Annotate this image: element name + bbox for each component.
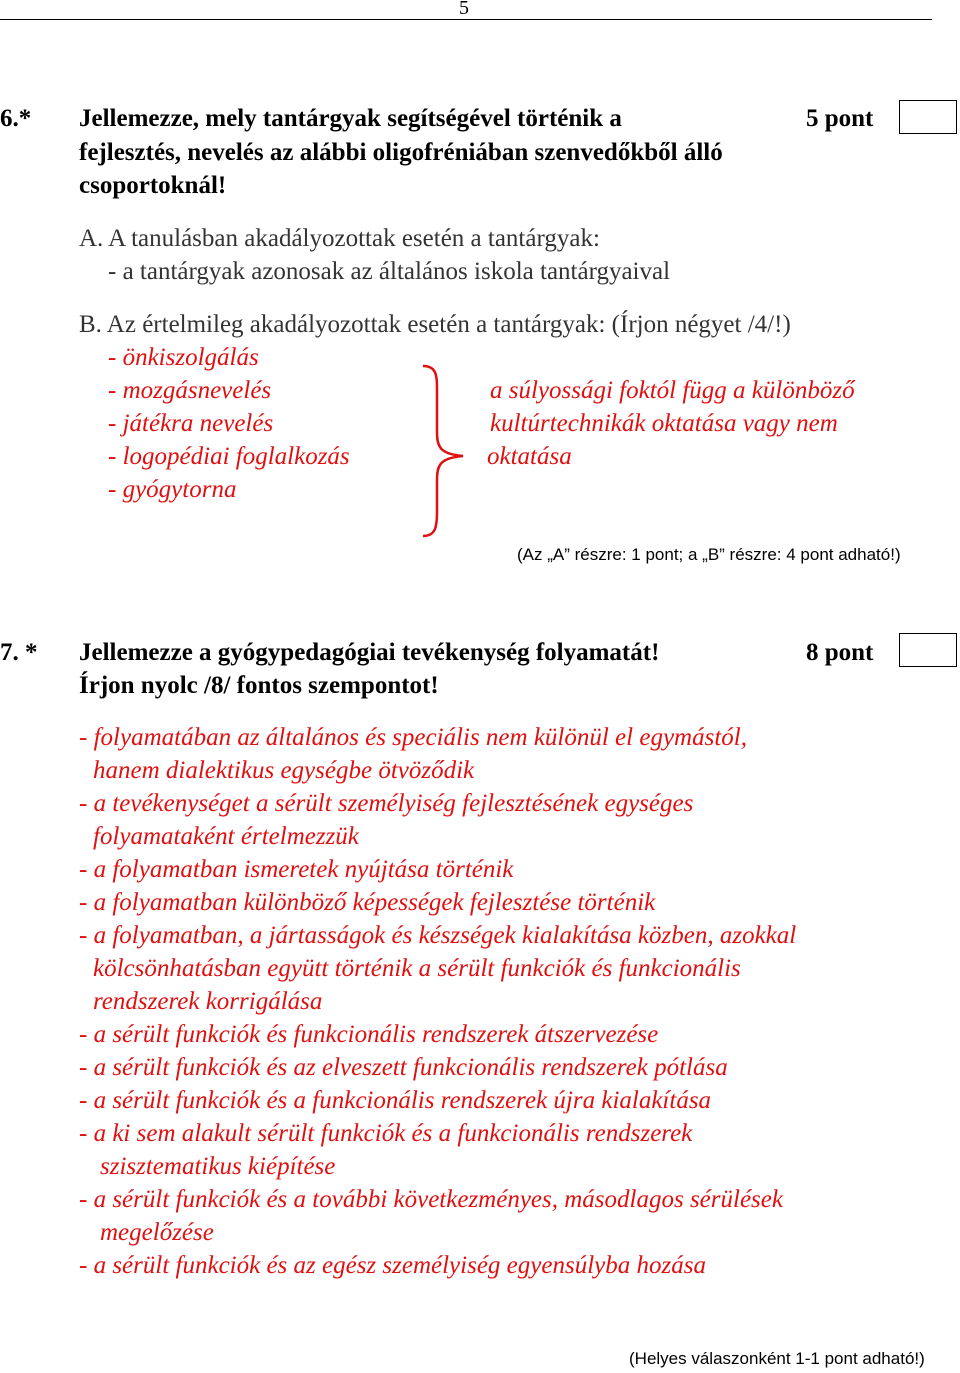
list-item: [79, 1084, 796, 1117]
answer-line: - a folyamatban ismeretek nyújtása történik: [79, 856, 514, 883]
answer-line: - a folyamatban különböző képességek fejlesztése történik: [79, 889, 656, 916]
list-item: [79, 919, 796, 1018]
q6-points: 5 pont: [806, 105, 874, 132]
list-item: [79, 1249, 796, 1282]
q6-b-comment: oktatása: [487, 443, 572, 470]
answer-line: kölcsönhatásban együtt történik a sérült funkciók és funkcionális: [93, 955, 741, 982]
list-item: [79, 787, 796, 853]
q6-b-item: - mozgásnevelés: [108, 377, 272, 404]
list-item: [79, 721, 796, 787]
q7-answer-list: [79, 721, 796, 1282]
q6-text-line1: Jellemezze, mely tantárgyak segítségével történik a: [79, 105, 622, 132]
q6-number: 6.*: [0, 105, 32, 132]
q6-b-item: - önkiszolgálás: [108, 344, 259, 371]
list-item: [79, 1051, 796, 1084]
q7-text-line2: Írjon nyolc /8/ fontos szempontot!: [79, 672, 439, 699]
q6-b-comment: a súlyossági foktól függ a különböző: [490, 377, 855, 404]
q7-score-box[interactable]: [899, 633, 957, 667]
answer-line: - a sérült funkciók és a funkcionális rendszerek újra kialakítása: [79, 1087, 712, 1114]
q6-text-line3: csoportoknál!: [79, 172, 227, 199]
list-item: [79, 886, 796, 919]
answer-line: rendszerek korrigálása: [93, 988, 323, 1015]
q7-points: 8 pont: [806, 639, 874, 666]
q7-text-line1: Jellemezze a gyógypedagógiai tevékenység folyamatát!: [79, 639, 660, 666]
list-item: [79, 1018, 796, 1051]
answer-line: - a sérült funkciók és a további következményes, másodlagos sérülések: [79, 1186, 783, 1213]
q6-b-item: - játékra nevelés: [108, 410, 274, 437]
q6-b-item: - logopédiai foglalkozás: [108, 443, 350, 470]
q6-scoring-note: (Az „A” részre: 1 pont; a „B” részre: 4 pont adható!): [517, 545, 901, 564]
page-number: 5: [459, 0, 469, 19]
answer-line: hanem dialektikus egységbe ötvöződik: [93, 757, 475, 784]
q6-a-answer: - a tantárgyak azonosak az általános iskola tantárgyaival: [108, 258, 671, 285]
answer-line: megelőzése: [100, 1219, 214, 1246]
q6-text-line2: fejlesztés, nevelés az alábbi oligofréniában szenvedőkből álló: [79, 139, 723, 166]
answer-line: - a ki sem alakult sérült funkciók és a funkcionális rendszerek: [79, 1120, 693, 1147]
answer-line: - a sérült funkciók és az elveszett funkcionális rendszerek pótlása: [79, 1054, 728, 1081]
q6-b-heading: B. Az értelmileg akadályozottak esetén a tantárgyak: (Írjon négyet /4/!): [79, 311, 791, 338]
list-item: [79, 1117, 796, 1183]
answer-line: szisztematikus kiépítése: [100, 1153, 336, 1180]
list-item: [79, 1183, 796, 1249]
q6-score-box[interactable]: [899, 100, 957, 134]
answer-line: - folyamatában az általános és speciális nem különül el egymástól,: [79, 724, 747, 751]
answer-line: - a folyamatban, a jártasságok és készségek kialakítása közben, azokkal: [79, 922, 797, 949]
answer-line: - a tevékenységet a sérült személyiség fejlesztésének egységes: [79, 790, 694, 817]
q6-b-item: - gyógytorna: [108, 476, 237, 503]
answer-line: - a sérült funkciók és funkcionális rendszerek átszervezése: [79, 1021, 659, 1048]
curly-brace-icon: [405, 362, 475, 542]
q7-number: 7. *: [0, 639, 38, 666]
answer-line: - a sérült funkciók és az egész személyiség egyensúlyba hozása: [79, 1252, 706, 1279]
list-item: [79, 853, 796, 886]
q7-scoring-note: (Helyes válaszonként 1-1 pont adható!): [629, 1349, 925, 1368]
answer-line: folyamataként értelmezzük: [93, 823, 359, 850]
q6-b-comment: kultúrtechnikák oktatása vagy nem: [490, 410, 838, 437]
header-divider: [0, 19, 932, 20]
q6-a-heading: A. A tanulásban akadályozottak esetén a tantárgyak:: [79, 225, 600, 252]
